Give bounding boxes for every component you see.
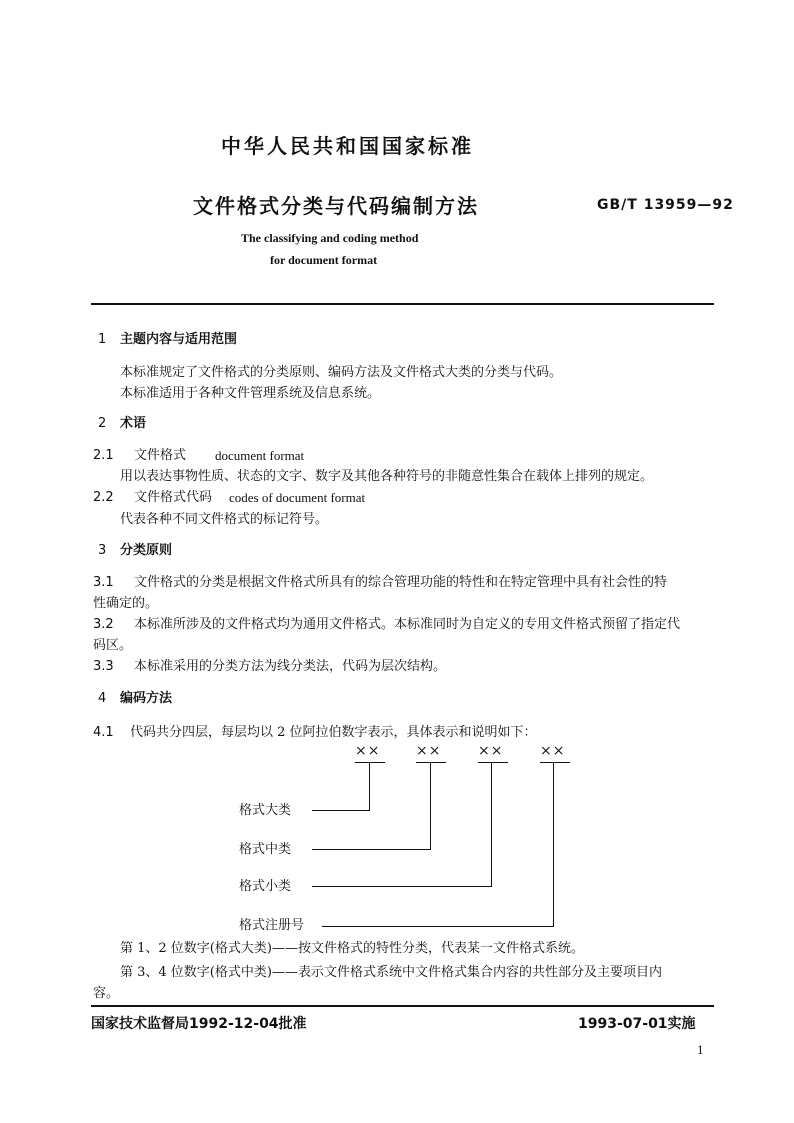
clause-3-1-line2: 性确定的。	[93, 596, 159, 611]
standard-header: 中华人民共和国国家标准	[221, 134, 474, 158]
clause-3-1-line1: 文件格式的分类是根据文件格式所具有的综合管理功能的特性和在特定管理中具有社会性的特	[134, 575, 668, 590]
english-title-line2: for document format	[270, 253, 378, 267]
connector-horizontal-3	[312, 886, 492, 887]
code-mark-1: ××	[355, 743, 381, 759]
mark-underline-2	[416, 762, 446, 763]
clause-3-1-number: 3.1	[93, 575, 114, 590]
term-2-2-cn: 文件格式代码	[134, 490, 213, 505]
diagram-label-registration-number: 格式注册号	[239, 918, 305, 933]
code-mark-3: ××	[478, 743, 504, 759]
explanation-digits-3-4-line1: 第 3、4 位数字(格式中类)——表示文件格式系统中文件格式集合内容的共性部分及主要项目内	[120, 965, 662, 980]
page-number: 1	[697, 1042, 704, 1057]
diagram-label-minor-class: 格式小类	[239, 879, 292, 894]
diagram-label-major-class: 格式大类	[239, 803, 292, 818]
approval-info: 国家技术监督局1992-12-04批准	[91, 1016, 307, 1032]
clause-3-2-line1: 本标准所涉及的文件格式均为通用文件格式。本标准同时为自定义的专用文件格式预留了指定代	[134, 617, 681, 632]
footer-rule	[91, 1005, 714, 1007]
clause-3-3-line1: 本标准采用的分类方法为线分类法，代码为层次结构。	[134, 659, 447, 674]
header-rule	[91, 303, 714, 305]
term-2-2-definition: 代表各种不同文件格式的标记符号。	[120, 512, 329, 527]
connector-horizontal-4	[322, 926, 554, 927]
code-mark-4: ××	[540, 743, 566, 759]
english-title-line1: The classifying and coding method	[241, 231, 419, 245]
explanation-digits-3-4-line2: 容。	[93, 986, 120, 1001]
code-mark-2: ××	[416, 743, 442, 759]
section-1-number: 1	[98, 332, 107, 347]
section-3-number: 3	[98, 543, 107, 558]
section-4-number: 4	[98, 691, 107, 706]
connector-vertical-4	[553, 763, 554, 926]
section-1-paragraph-1: 本标准规定了文件格式的分类原则、编码方法及文件格式大类的分类与代码。	[120, 365, 563, 380]
document-title: 文件格式分类与代码编制方法	[193, 194, 479, 218]
term-2-1-en: document format	[215, 448, 305, 463]
section-2-heading: 术语	[120, 416, 147, 431]
mark-underline-1	[355, 762, 385, 763]
connector-horizontal-2	[312, 849, 431, 850]
connector-vertical-3	[491, 763, 492, 886]
term-2-2-number: 2.2	[93, 490, 114, 505]
effective-date: 1993-07-01实施	[578, 1016, 696, 1032]
clause-3-3-number: 3.3	[93, 659, 114, 674]
clause-3-2-line2: 码区。	[93, 638, 133, 653]
term-2-1-number: 2.1	[93, 448, 114, 463]
connector-vertical-1	[369, 763, 370, 810]
mark-underline-3	[478, 762, 508, 763]
method-4-1-number: 4.1	[93, 725, 114, 740]
explanation-digits-1-2: 第 1、2 位数字(格式大类)——按文件格式的特性分类，代表某一文件格式系统。	[120, 941, 584, 956]
section-1-paragraph-2: 本标准适用于各种文件管理系统及信息系统。	[120, 386, 381, 401]
section-1-heading: 主题内容与适用范围	[120, 332, 238, 347]
mark-underline-4	[540, 762, 570, 763]
standard-code: GB/T 13959—92	[597, 197, 734, 213]
section-3-heading: 分类原则	[120, 543, 173, 558]
term-2-2-en: codes of document format	[229, 490, 366, 505]
diagram-label-middle-class: 格式中类	[239, 842, 292, 857]
term-2-1-definition: 用以表达事物性质、状态的文字、数字及其他各种符号的非随意性集合在载体上排列的规定。	[120, 469, 654, 484]
term-2-1-cn: 文件格式	[134, 448, 187, 463]
section-4-heading: 编码方法	[120, 691, 173, 706]
section-2-number: 2	[98, 416, 107, 431]
method-4-1-text: 代码共分四层，每层均以 2 位阿拉伯数字表示，具体表示和说明如下：	[130, 725, 537, 740]
connector-horizontal-1	[312, 810, 370, 811]
clause-3-2-number: 3.2	[93, 617, 114, 632]
connector-vertical-2	[430, 763, 431, 849]
